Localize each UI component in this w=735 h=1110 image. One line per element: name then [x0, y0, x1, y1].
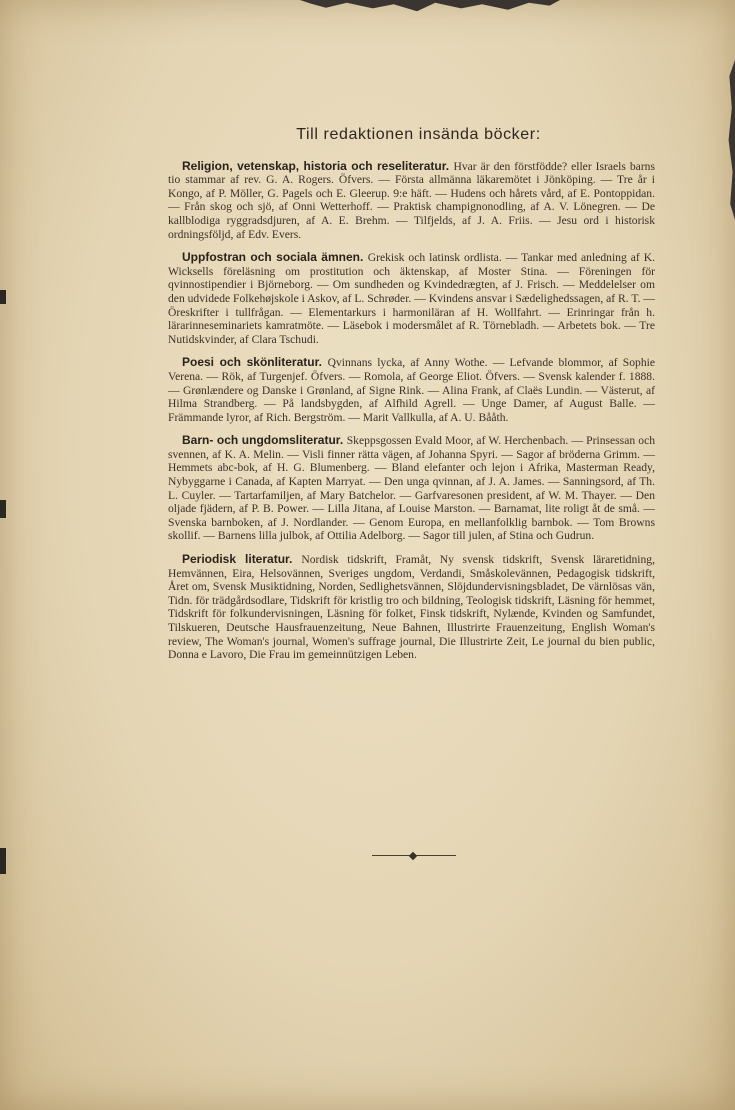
section-title: Religion, vetenskap, historia och reseliteratur.	[182, 158, 454, 173]
torn-edge-right	[727, 60, 735, 220]
ornament-divider	[372, 853, 456, 859]
edge-mark	[0, 500, 6, 518]
section-title: Uppfostran och sociala ämnen.	[182, 250, 368, 265]
section-poesi	[168, 356, 655, 424]
page-heading: Till redaktionen insända böcker:	[296, 126, 541, 143]
section-text: Nordisk tidskrift, Framåt, Ny svensk tidskrift, Svensk läraretidning, Hemvännen, Eira, Helsovännen, Sveriges ungdom, Verdandi, Småskolevännen, Pedagogisk tidskrift, Året om, Svensk Musiktidning, Norden, Sedlighetsvännen, Slöjdundervisningsbladet, De värnlösas vän, Tidn. för trädgårdsodlare, Tidskrift för kristlig tro och bildning, Teologisk tidskrift, Läsning för hemmet, Tidskrift för folkundervisningen, Läsning för folket, Finsk tidskrift, Nylænde, Kvinden og Samfundet, Tilskueren, Deutsche Hausfrauenzeitung, Neue Bahnen, Illustrirte Frauenzeitung, English Woman's review, The Woman's journal, Women's suffrage journal, Die Illustrirte Zeit, Le journal du bien public, Donna e Lavoro, Die Frau im gemeinnützigen Leben.	[168, 553, 655, 662]
section-periodisk	[168, 553, 655, 662]
section-barn	[168, 434, 655, 543]
section-text: Skeppsgossen Evald Moor, af W. Herchenbach. — Prinsessan och svennen, af K. A. Melin. — Visli finner rätta vägen, af Johanna Spyri. — Sagor af bröderna Grimm. — Hemmets abc-bok, af H. G. Blumenberg. — Bland elefanter och lejon i Afrika, Masterman Ready, Nybyggarne i Canada, af Kapten Marryat. — Den unga qvinnan, af J. A. James. — Sanningsord, af Th. L. Cuyler. — Tartarfamiljen, af Mary Batchelor. — Garfvaresonen president, af W. M. Thayer. — Den oljade fjädern, af P. B. Power. — Lilla Jitana, af Louise Marston. — Barnamat, lite roligt åt de små. — Svenska barnboken, af J. Nordlander. — Genom Europa, en mellanfolklig barnbok. — Tom Browns skollif. — Barnens lilla julbok, af Ottilia Adelborg. — Sagor till julen, af Stina och Gudrun.	[168, 434, 656, 543]
edge-mark	[0, 290, 6, 304]
section-uppfostran	[168, 251, 655, 346]
section-text: Hvar är den förstfödde? eller Israels barns tio stammar af rev. G. A. Rogers. Öfvers. — Första allmänna läkaremötet i Jönköping. — Tre år i Kongo, af P. Möller, G. Pagels och E. Gleerup. 9:e häft. — Hudens och hårets vård, af E. Pontoppidan. — Från skog och sjö, af Onni Wetterhoff. — Praktisk champignonodling, af A. V. Lönegren. — De kallblodiga ryggradsdjuren, af A. E. Brehm. — Tilfjelds, af J. A. Friis. — Jesu ord i historisk ordningsföljd, af Edv. Evers.	[168, 159, 655, 241]
book-list	[168, 128, 655, 672]
torn-edge	[300, 0, 560, 14]
section-title: Barn- och ungdomsliteratur.	[182, 433, 347, 448]
section-title: Periodisk literatur.	[182, 552, 302, 567]
section-text: Qvinnans lycka, af Anny Wothe. — Lefvande blommor, af Sophie Verena. — Rök, af Turgenjef. Öfvers. — Romola, af George Eliot. Öfvers. — Svensk kalender f. 1888. — Grønlændere og Danske i Grønland, af Signe Rink. — Alina Frank, af Claës Lundin. — Västerut, af Hilma Strandberg. — På landsbygden, af Alfhild Agrell. — Unge Damer, af August Balle. — Främmande lyror, af Rich. Bergström. — Marit Vallkulla, af A. U. Bååth.	[168, 356, 655, 424]
section-text: Grekisk och latinsk ordlista. — Tankar med anledning af K. Wicksells föreläsning om prostitution och äktenskap, af Moster Stina. — Föreningen för qvinnostipendier i Björneborg. — Om sundheden og Kvindedrægten, af J. Frisch. — Meddelelser om den udvidede Folkehøjskole i Askov, af L. Schrøder. — Kvindens ansvar i Sædelighedssagen, af R. T. — Öreskrifter i tullfrågan. — Elementarkurs i harmoniläran af H. Wollfahrt. — Erinringar från h. lärarinneseminariets kamratmöte. — Läsebok i modersmålet af R. Törnebladh. — Arbetets bok. — Tre Nutidskvinder, af Clara Tschudi.	[168, 251, 656, 346]
section-religion	[168, 160, 655, 242]
section-title: Poesi och skönliteratur.	[182, 355, 328, 370]
edge-mark	[0, 848, 6, 874]
